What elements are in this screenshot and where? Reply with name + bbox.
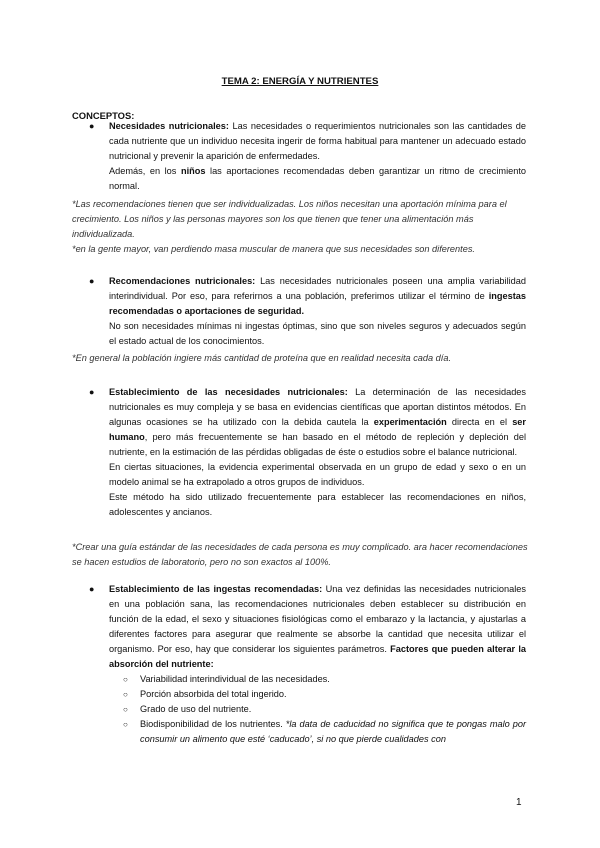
bullet-icon: ●: [89, 584, 95, 594]
page-number: 1: [516, 797, 522, 808]
note-text: *Crear una guía estándar de las necesidades de cada persona es muy complicado. ara hacer recomendaciones se hacen estudios de laboratorio, pero no son exactos al 100%.: [72, 542, 528, 567]
document-title: TEMA 2: ENERGÍA Y NUTRIENTES: [221, 76, 379, 87]
paragraph: Este método ha sido utilizado frecuentemente para establecer las recomendaciones en niños, adolescentes y ancianos.: [109, 492, 526, 517]
paragraph: Establecimiento de las necesidades nutricionales: La determinación de las necesidades nutricionales es muy compleja y se basa en evidencias científicas que aportan distintos métodos. En algunas ocasiones se ha utilizado con la debida cautela la experimentación directa en el ser humano, pero más frecuentemente se han basado en el método de repleción y depleción del nutriente, en la estimación de las pérdidas obligadas de éste o estudios sobre el balance nutricional.: [109, 387, 527, 457]
paragraph: No son necesidades mínimas ni ingestas óptimas, sino que son niveles seguros y adecuados según el estado actual de los conocimientos.: [109, 321, 526, 346]
bullet-establecimiento-ingestas: [89, 582, 527, 747]
note-text: *Las recomendaciones tienen que ser individualizadas. Los niños necesitan una aportación mínima para el crecimiento. Los niños y las personas mayores son los que tienen que tener una alimentación más individualizada.: [72, 199, 507, 239]
note-block: [72, 351, 530, 366]
note-block: [72, 197, 530, 257]
bullet-lead: Necesidades nutricionales:: [109, 121, 229, 131]
paragraph: Necesidades nutricionales: Las necesidades o requerimientos nutricionales son las cantidades de cada nutriente que un individuo necesita ingerir de forma habitual para mantener un adecuado estado nutricional y prevenir la aparición de enfermedades.: [109, 121, 526, 161]
circle-bullet-icon: ○: [123, 675, 128, 684]
note-block: [72, 540, 530, 570]
bullet-lead: Recomendaciones nutricionales:: [109, 276, 256, 286]
paragraph: Además, en los niños las aportaciones recomendadas deben garantizar un ritmo de crecimiento normal.: [109, 166, 526, 191]
paragraph: Establecimiento de las ingestas recomendadas: Una vez definidas las necesidades nutricionales en una población sana, las recomendaciones nutricionales deben establecer su distribución en función de la edad, el sexo y situaciones fisiológicas como el embarazo y la lactancia, y ajustarlas a diferentes factores para asegurar que realmente se absorbe la cantidad que necesita utilizar el organismo. Por eso, hay que considerar los siguientes parámetros. Factores que pueden alterar la absorción del nutriente:: [109, 584, 526, 669]
list-item: ○ Porción absorbida del total ingerido.: [123, 687, 526, 702]
bullet-icon: ●: [89, 387, 95, 397]
circle-bullet-icon: ○: [123, 705, 128, 714]
bullet-icon: ●: [89, 121, 95, 131]
paragraph: En ciertas situaciones, la evidencia experimental observada en un grupo de edad y sexo o en un modelo animal se ha extrapolado a otros grupos de individuos.: [109, 462, 526, 487]
bullet-recomendaciones-nutricionales: [89, 274, 526, 349]
circle-bullet-icon: ○: [123, 690, 128, 699]
note-text: *en la gente mayor, van perdiendo masa muscular de manera que sus necesidades son diferentes.: [72, 244, 475, 254]
paragraph: Recomendaciones nutricionales: Las necesidades nutricionales poseen una amplia variabilidad interindividual. Por eso, para referirnos a una población, preferimos utilizar el término de ingestas recomendadas o aportaciones de seguridad.: [109, 276, 526, 316]
list-item: ○ Variabilidad interindividual de las necesidades.: [123, 672, 526, 687]
bullet-establecimiento-necesidades: [89, 385, 527, 520]
bullet-lead: Establecimiento de las necesidades nutricionales:: [109, 387, 348, 397]
list-item: ○ Grado de uso del nutriente.: [123, 702, 526, 717]
note-text: *En general la población ingiere más cantidad de proteína que en realidad necesita cada día.: [72, 353, 451, 363]
section-heading: CONCEPTOS:: [72, 110, 135, 121]
list-item: ○ Biodisponibilidad de los nutrientes. *la data de caducidad no significa que te pongas malo por consumir un alimento que esté ‘caducado’, si no que pierde cualidades con: [123, 719, 527, 744]
circle-bullet-icon: ○: [123, 720, 128, 729]
factor-list: [123, 672, 526, 747]
bullet-icon: ●: [89, 276, 95, 286]
bullet-lead: Establecimiento de las ingestas recomendadas:: [109, 584, 323, 594]
bullet-necesidades-nutricionales: [89, 119, 526, 194]
